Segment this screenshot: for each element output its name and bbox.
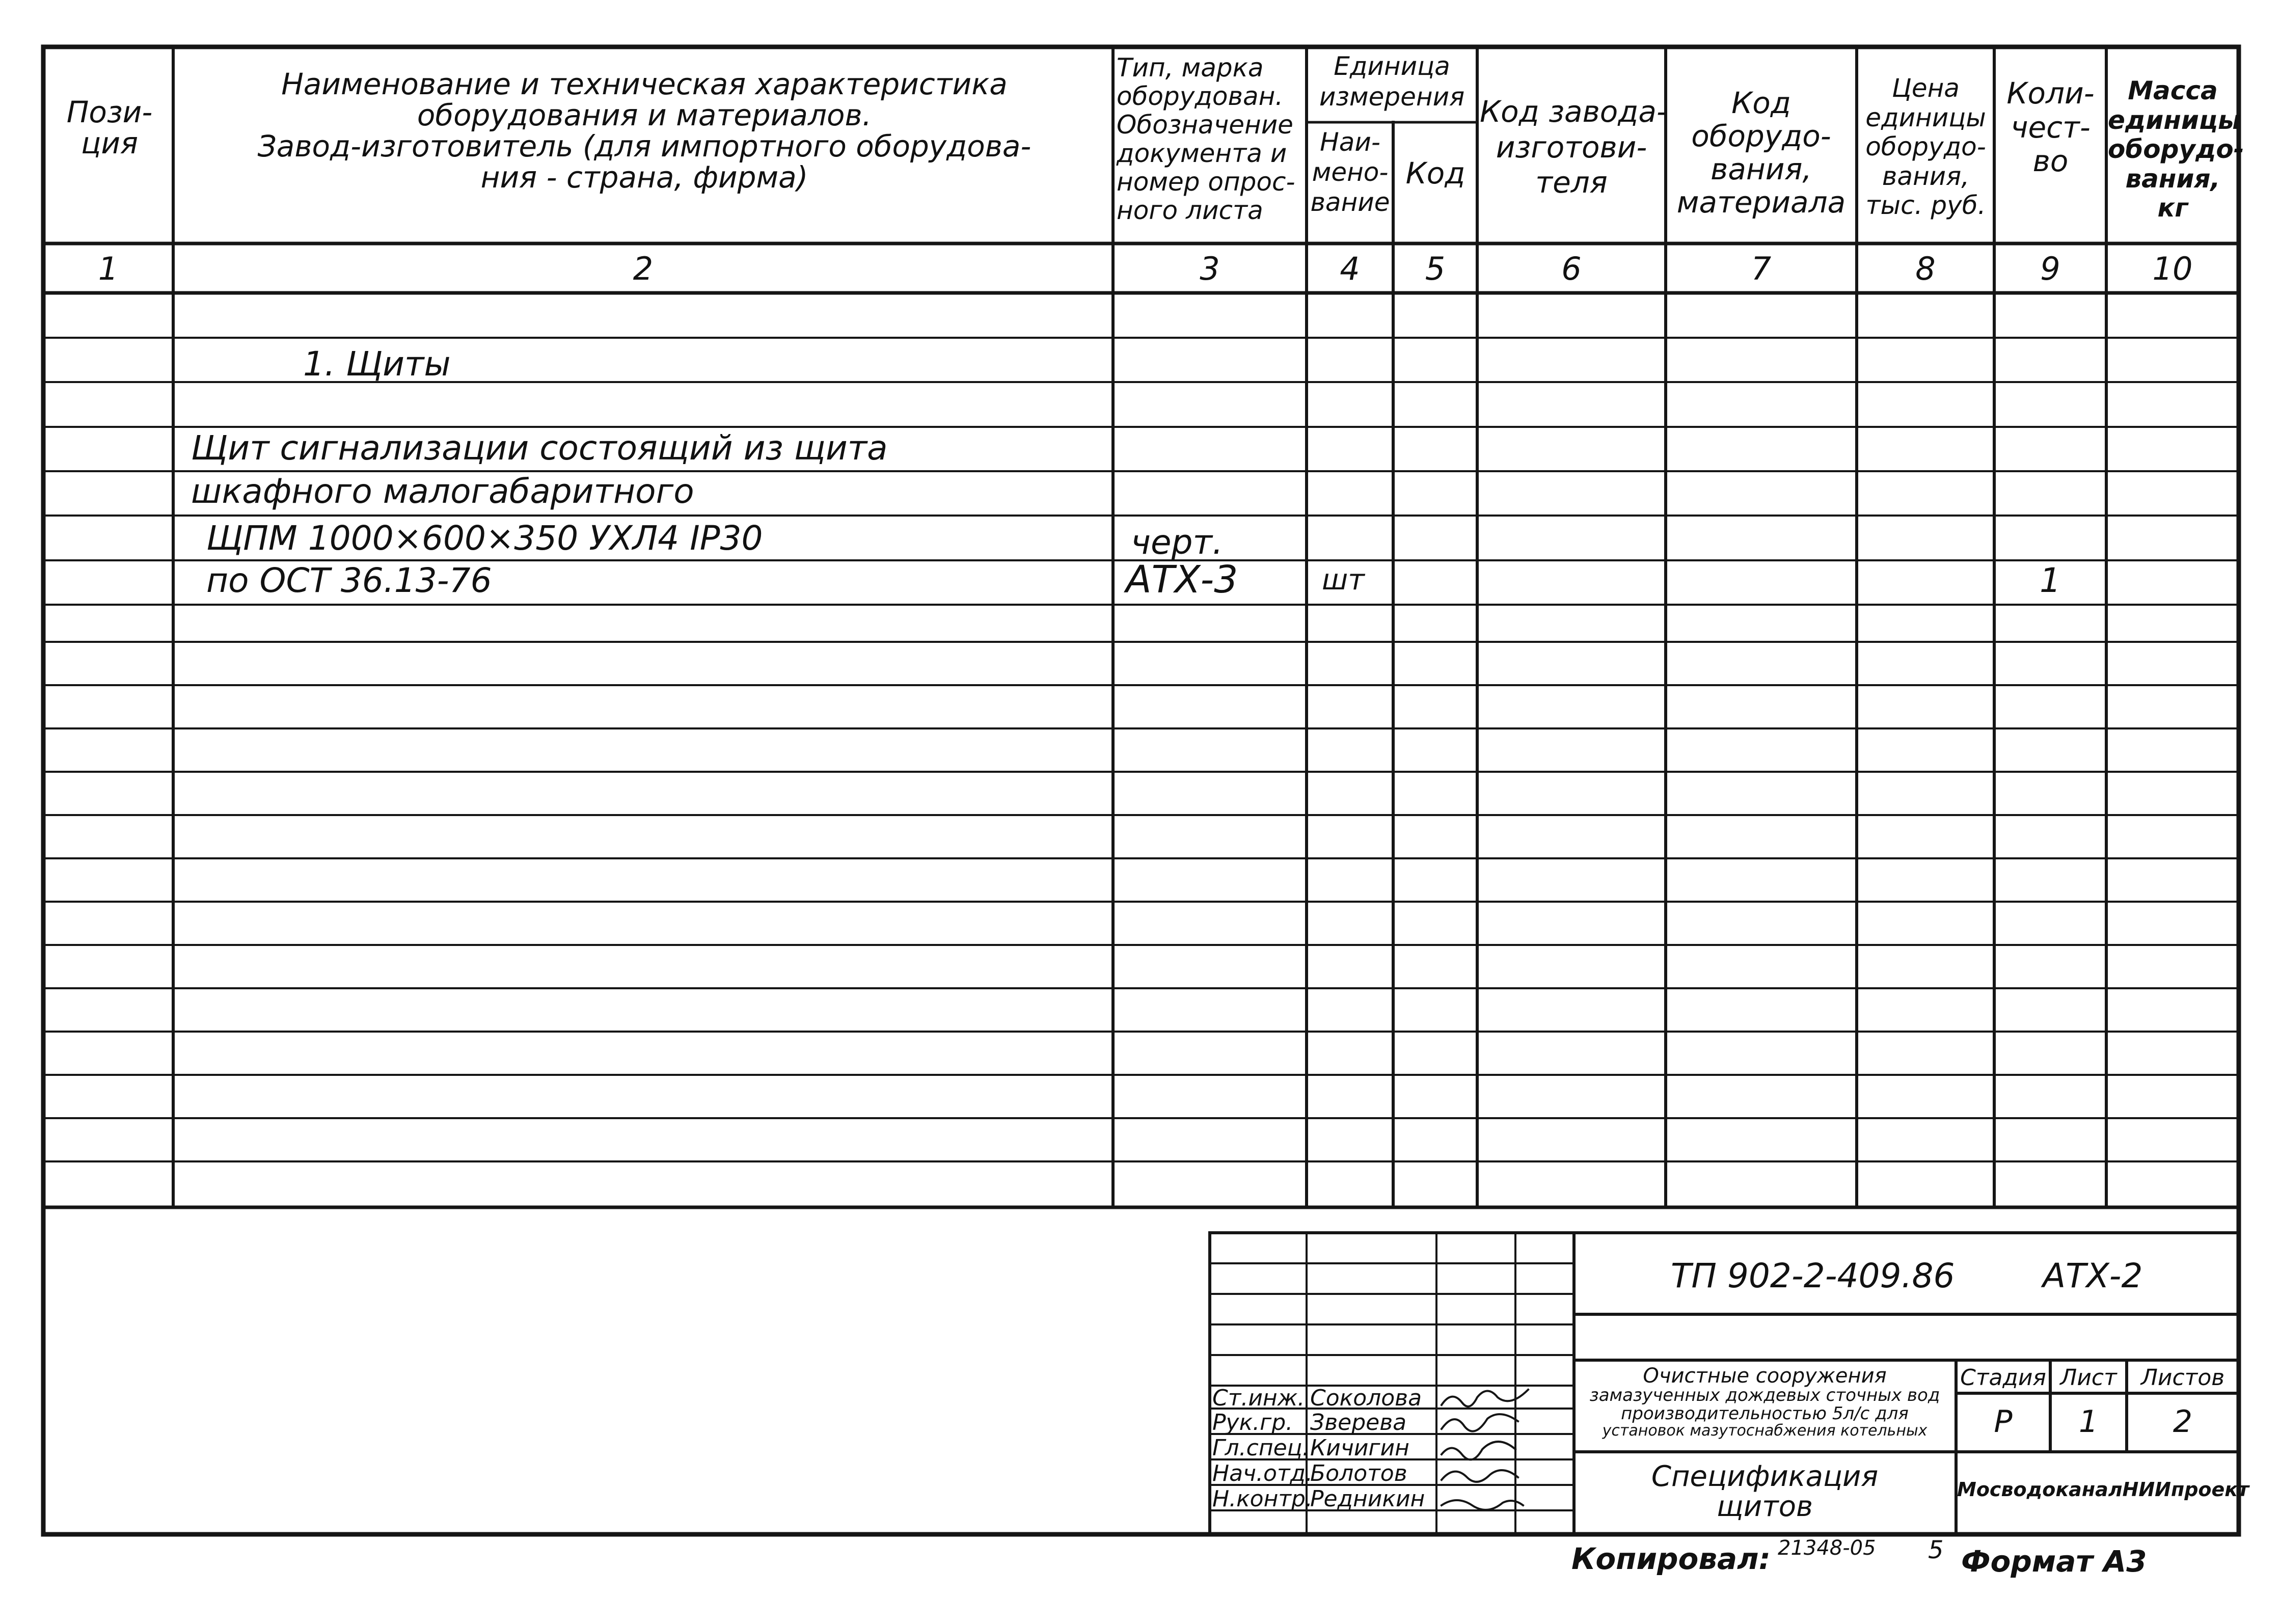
header-equipment-code-line: вания,: [1711, 151, 1812, 186]
header-quantity: [1996, 76, 2105, 178]
header-mass: [2108, 76, 2244, 223]
header-quantity-line: чест-: [2011, 110, 2091, 145]
header-unit-name-line: Наи-: [1320, 127, 1380, 157]
header-factory-code-line: Код завода-: [1480, 94, 1667, 129]
signature-role: Нач.отд.: [1212, 1460, 1313, 1486]
header-factory-code: [1480, 94, 1667, 201]
column-number: 10: [2152, 250, 2193, 287]
header-type-line: ного листа: [1117, 196, 1263, 225]
unit-value: шт: [1322, 563, 1365, 597]
header-factory-code-line: изготови-: [1496, 129, 1647, 165]
header-unit-group: [1309, 51, 1475, 112]
header-mass-line: оборудо-: [2108, 134, 2244, 164]
header-type-line: оборудован.: [1117, 82, 1284, 111]
signature-name: Редникин: [1310, 1486, 1425, 1512]
column-number: 2: [633, 250, 654, 287]
header-price-line: вания,: [1882, 161, 1970, 191]
sheet-label: Лист: [2060, 1365, 2117, 1391]
stage-label: Стадия: [1960, 1365, 2046, 1391]
header-factory-code-line: теля: [1535, 165, 1608, 200]
signature-name: Зверева: [1310, 1410, 1407, 1436]
header-equipment-code-line: оборудо-: [1691, 118, 1831, 153]
sheet-code: АТХ-2: [2043, 1256, 2143, 1295]
column-number: 6: [1561, 250, 1582, 287]
stage-value: Р: [1994, 1404, 2013, 1440]
header-price-line: Цена: [1892, 73, 1960, 103]
item-description-line: ЩПМ 1000×600×350 УХЛ4 IР30: [206, 519, 763, 558]
sheets-label: Листов: [2140, 1365, 2225, 1391]
item-description-line: по ОСТ 36.13-76: [206, 561, 492, 600]
header-equipment-code-line: Код: [1731, 86, 1791, 120]
signature-name: Соколова: [1310, 1385, 1422, 1411]
header-mass-line: единицы: [2108, 105, 2241, 135]
header-unit-code: Код: [1405, 156, 1465, 191]
sheet-value: 1: [2078, 1404, 2099, 1440]
object-description-line: производительностью 5л/с для: [1621, 1403, 1909, 1424]
column-number: 4: [1340, 250, 1360, 287]
object-description: [1575, 1365, 1955, 1439]
copy-number: 21348-05: [1778, 1536, 1876, 1560]
header-quantity-line: во: [2032, 144, 2069, 179]
header-unit-group-line: измерения: [1319, 82, 1465, 112]
signature-name: Болотов: [1310, 1460, 1407, 1486]
section-title: 1. Щиты: [303, 344, 451, 384]
column-number: 1: [98, 250, 119, 287]
object-description-line: Очистные сооружения: [1643, 1364, 1887, 1388]
sheets-value: 2: [2173, 1404, 2193, 1440]
header-unit-name-line: мено-: [1312, 157, 1389, 187]
header-unit-name-line: вание: [1310, 187, 1390, 217]
signature-role: Н.контр.: [1212, 1486, 1313, 1512]
doc-reference: черт.: [1131, 523, 1223, 562]
header-type-line: номер опрос-: [1117, 167, 1295, 197]
header-mass-line: Масса: [2128, 76, 2218, 105]
organization-name: МосводоканалНИИпроект: [1957, 1478, 2249, 1501]
header-unit-name: [1308, 127, 1392, 218]
header-type-line: Обозначение: [1117, 110, 1293, 140]
signature-role: Гл.спец.: [1212, 1435, 1310, 1461]
doc-title-line: Спецификация: [1651, 1460, 1879, 1493]
header-type-line: документа и: [1117, 139, 1287, 168]
header-position-line: Пози-: [66, 95, 153, 129]
copied-by-label: Копировал:: [1571, 1541, 1771, 1576]
column-number: 5: [1425, 250, 1446, 287]
object-description-line: замазученных дождевых сточных вод: [1589, 1385, 1940, 1405]
item-description-line: Щит сигнализации состоящий из щита: [191, 428, 888, 468]
item-description-line: шкафного малогабаритного: [191, 472, 694, 511]
doc-code: ТП 902-2-409.86: [1671, 1256, 1955, 1295]
signature-name: Кичигин: [1310, 1435, 1409, 1461]
header-equipment-code: [1668, 87, 1854, 219]
column-number: 9: [2040, 250, 2060, 287]
header-description-line: ния - страна, фирма): [480, 159, 808, 195]
header-equipment-code-line: материала: [1676, 184, 1846, 220]
header-description-line: Наименование и техническая характеристика: [281, 67, 1008, 101]
column-number: 8: [1915, 250, 1936, 287]
header-type: [1117, 53, 1305, 225]
column-number: 3: [1200, 250, 1220, 287]
header-description-line: оборудования и материалов.: [417, 97, 872, 132]
doc-title: [1575, 1462, 1955, 1522]
doc-reference: АТХ-3: [1126, 558, 1238, 602]
column-number: 7: [1751, 250, 1772, 287]
page-number: 5: [1928, 1536, 1944, 1564]
header-position-line: ция: [80, 125, 139, 160]
header-position: [51, 97, 168, 159]
object-description-line: установок мазутоснабжения котельных: [1602, 1422, 1928, 1440]
header-price: [1858, 74, 1993, 221]
header-description-line: Завод-изготовитель (для импортного оборудова-: [257, 128, 1032, 164]
header-price-line: тыс. руб.: [1865, 191, 1986, 220]
format-label: Формат А3: [1961, 1544, 2147, 1579]
signature-role: Рук.гр.: [1212, 1410, 1293, 1436]
header-mass-line: вания,: [2125, 164, 2220, 194]
header-quantity-line: Коли-: [2006, 76, 2095, 111]
header-description: [178, 69, 1110, 193]
header-type-line: Тип, марка: [1117, 53, 1264, 83]
signature-role: Ст.инж.: [1212, 1385, 1305, 1411]
header-price-line: единицы: [1865, 102, 1986, 132]
header-mass-line: кг: [2157, 193, 2188, 223]
doc-title-line: щитов: [1716, 1490, 1813, 1523]
quantity-value: 1: [2040, 561, 2061, 600]
header-unit-group-line: Единица: [1334, 51, 1450, 81]
header-price-line: оборудо-: [1865, 132, 1986, 161]
